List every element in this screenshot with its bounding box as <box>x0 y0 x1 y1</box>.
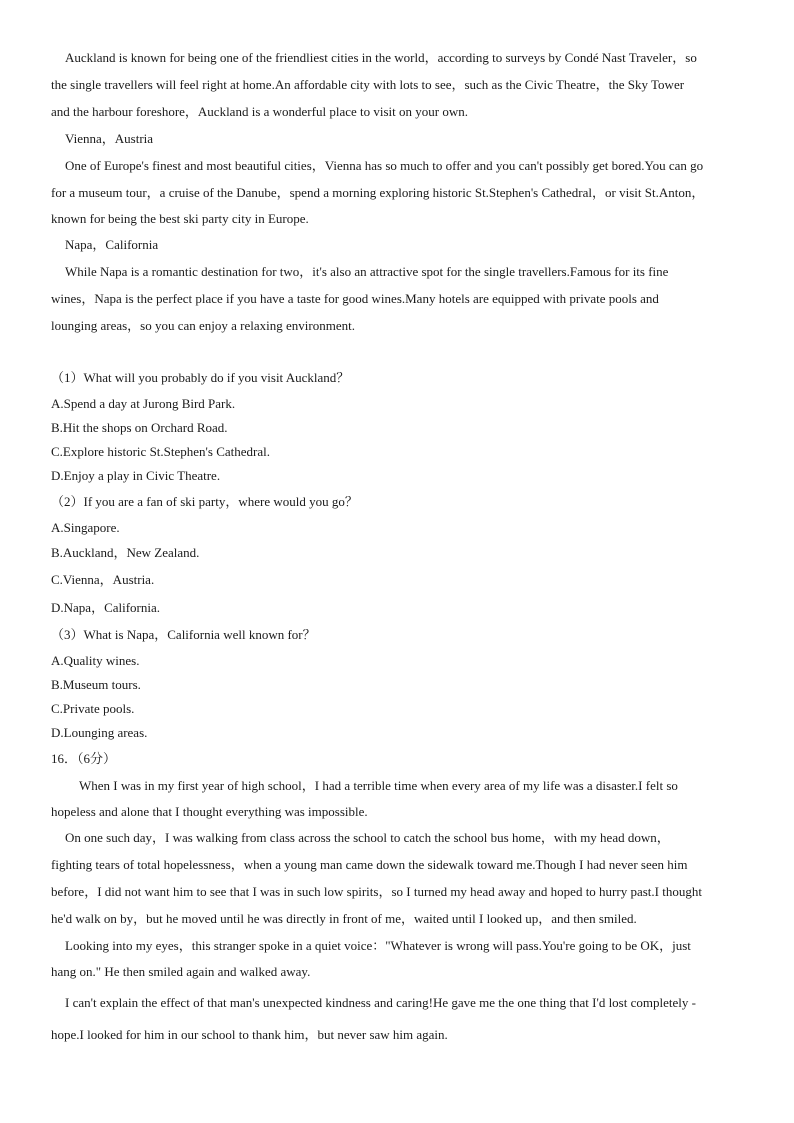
napa-heading: Napa，California <box>65 237 159 252</box>
story-para2-line-4: he'd walk on by，but he moved until he was directly in front of me，waited until I looked up，and then smiled. <box>51 911 637 926</box>
question-2-option-c: C.Vienna，Austria. <box>51 572 155 587</box>
story-para2-line-2: fighting tears of total hopelessness，when a young man came down the sidewalk toward me.Though I had never seen him <box>51 857 688 872</box>
napa-line-1: While Napa is a romantic destination for two，it's also an attractive spot for the single travellers.Famous for its fine <box>65 264 669 279</box>
auckland-line-1: Auckland is known for being one of the friendliest cities in the world，according to surveys by Condé Nast Traveler，so <box>65 50 697 65</box>
question-1-option-a: A.Spend a day at Jurong Bird Park. <box>51 396 236 411</box>
question-2-option-d: D.Napa，California. <box>51 600 161 615</box>
story-para4-line-2: hope.I looked for him in our school to thank him，but never saw him again. <box>51 1027 448 1042</box>
vienna-line-2: for a museum tour，a cruise of the Danube，spend a morning exploring historic St.Stephen's Cathedral，or visit St.Anton， <box>51 185 705 200</box>
question-3-option-b: B.Museum tours. <box>51 677 141 692</box>
story-para3-line-2: hang on." He then smiled again and walked away. <box>51 964 311 979</box>
question-3-option-c: C.Private pools. <box>51 701 135 716</box>
question-3-option-d: D.Lounging areas. <box>51 725 148 740</box>
question-1-option-b: B.Hit the shops on Orchard Road. <box>51 420 228 435</box>
story-para4-line-1: I can't explain the effect of that man's unexpected kindness and caring!He gave me the one thing that I'd lost completely - <box>65 995 696 1010</box>
question-1-stem: （1）What will you probably do if you visit Auckland？ <box>51 370 350 385</box>
story-para1-line-1: When I was in my first year of high school，I had a terrible time when every area of my life was a disaster.I felt so <box>79 778 678 793</box>
section-16-heading: 16．（6分） <box>51 751 117 766</box>
question-1-option-c: C.Explore historic St.Stephen's Cathedral. <box>51 444 270 459</box>
auckland-line-2: the single travellers will feel right at home.An affordable city with lots to see，such as the Civic Theatre，the Sky Tower <box>51 77 685 92</box>
vienna-line-3: known for being the best ski party city in Europe. <box>51 211 309 226</box>
story-para1-line-2: hopeless and alone that I thought everything was impossible. <box>51 804 368 819</box>
question-2-option-b: B.Auckland，New Zealand. <box>51 545 200 560</box>
napa-line-3: lounging areas，so you can enjoy a relaxing environment. <box>51 318 355 333</box>
question-3-stem: （3）What is Napa，California well known for？ <box>51 627 316 642</box>
story-para3-line-1: Looking into my eyes，this stranger spoke in a quiet voice："Whatever is wrong will pass.You're going to be OK，just <box>65 938 691 953</box>
question-3-option-a: A.Quality wines. <box>51 653 140 668</box>
story-para2-line-1: On one such day，I was walking from class across the school to catch the school bus home，with my head down， <box>65 830 670 845</box>
question-1-option-d: D.Enjoy a play in Civic Theatre. <box>51 468 221 483</box>
vienna-line-1: One of Europe's finest and most beautiful cities，Vienna has so much to offer and you can't possibly get bored.You can go <box>65 158 704 173</box>
question-2-stem: （2）If you are a fan of ski party，where would you go？ <box>51 494 358 509</box>
story-para2-line-3: before，I did not want him to see that I was in such low spirits，so I turned my head away and hoped to hurry past.I thought <box>51 884 702 899</box>
question-2-option-a: A.Singapore. <box>51 520 120 535</box>
napa-line-2: wines，Napa is the perfect place if you have a taste for good wines.Many hotels are equipped with private pools and <box>51 291 659 306</box>
auckland-line-3: and the harbour foreshore，Auckland is a wonderful place to visit on your own. <box>51 104 468 119</box>
vienna-heading: Vienna，Austria <box>65 131 154 146</box>
